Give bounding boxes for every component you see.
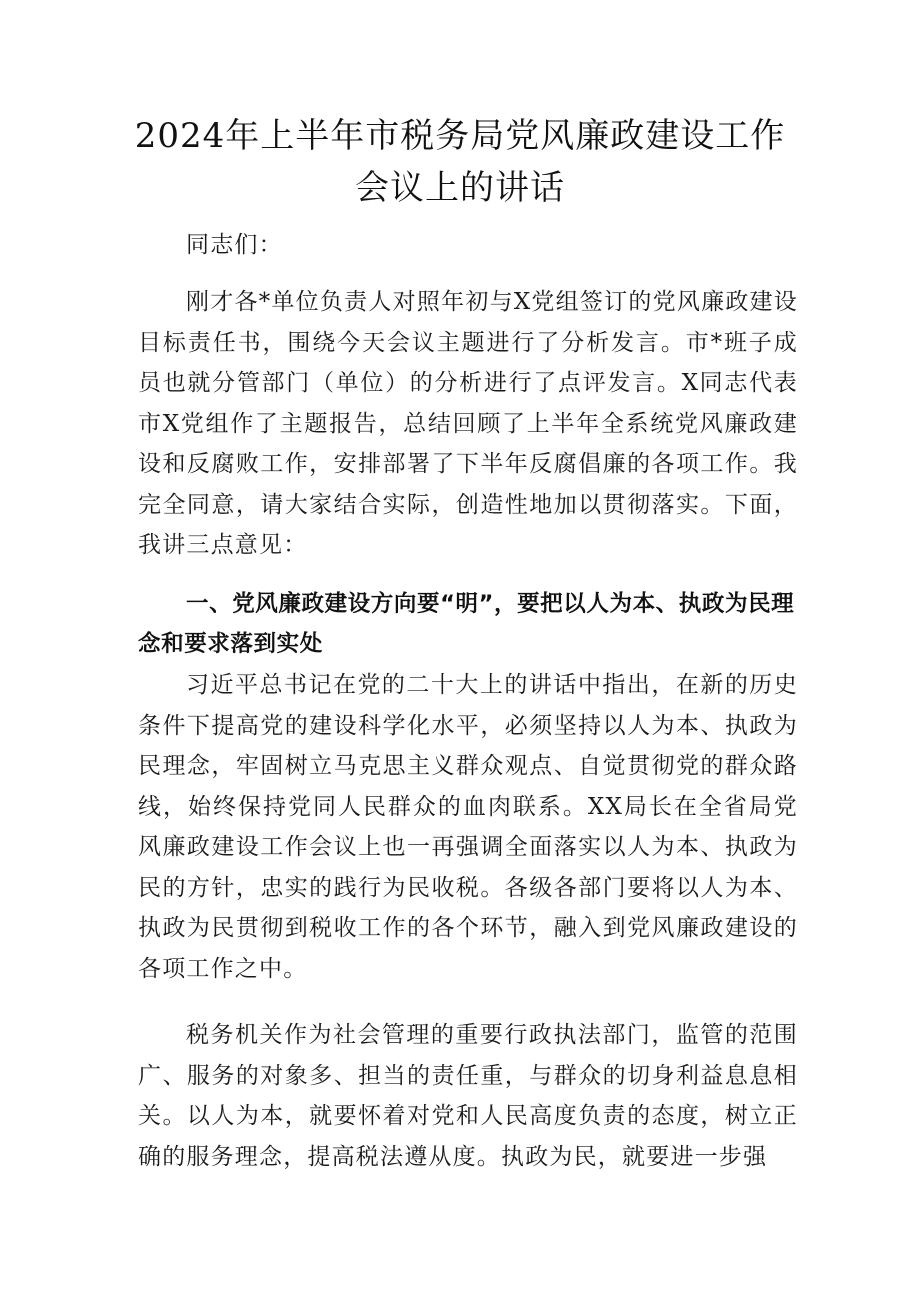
paragraph-2: 习近平总书记在党的二十大上的讲话中指出，在新的历史条件下提高党的建设科学化水平，必须坚持以人为本、执政为民理念，牢固树立马克思主义群众观点、自觉贯彻党的群众路线，始终保持党同人民群众的血肉联系。XX局长在全省局党风廉政建设工作会议上也一再强调全面落实以人为本、执政为民的方针，忠实的践行为民收税。各级各部门要将以人为本、执政为民贯彻到税收工作的各个环节，融入到党风廉政建设的各项工作之中。 — [138, 672, 798, 982]
paragraph-intro: 刚才各*单位负责人对照年初与X党组签订的党风廉政建设目标责任书，围绕今天会议主题进行了分析发言。市*班子成员也就分管部门（单位）的分析进行了点评发言。X同志代表市X党组作了主题报告，总结回顾了上半年全系统党风廉政建设和反腐败工作，安排部署了下半年反腐倡廉的各项工作。我完全同意，请大家结合实际，创造性地加以贯彻落实。下面，我讲三点意见： — [138, 289, 798, 558]
salutation: 同志们： — [186, 232, 283, 258]
document-title-line-2: 会议上的讲话 — [355, 168, 565, 208]
section-heading-1: 一、党风廉政建设方向要“明”，要把以人为本、执政为民理念和要求落到实处 — [138, 591, 795, 657]
document-title-line-1: 2024年上半年市税务局党风廉政建设工作 — [134, 116, 786, 156]
paragraph-3: 税务机关作为社会管理的重要行政执法部门，监管的范围广、服务的对象多、担当的责任重，与群众的切身利益息息相关。以人为本，就要怀着对党和人民高度负责的态度，树立正确的服务理念，提高税法遵从度。执政为民，就要进一步强 — [138, 1022, 798, 1170]
